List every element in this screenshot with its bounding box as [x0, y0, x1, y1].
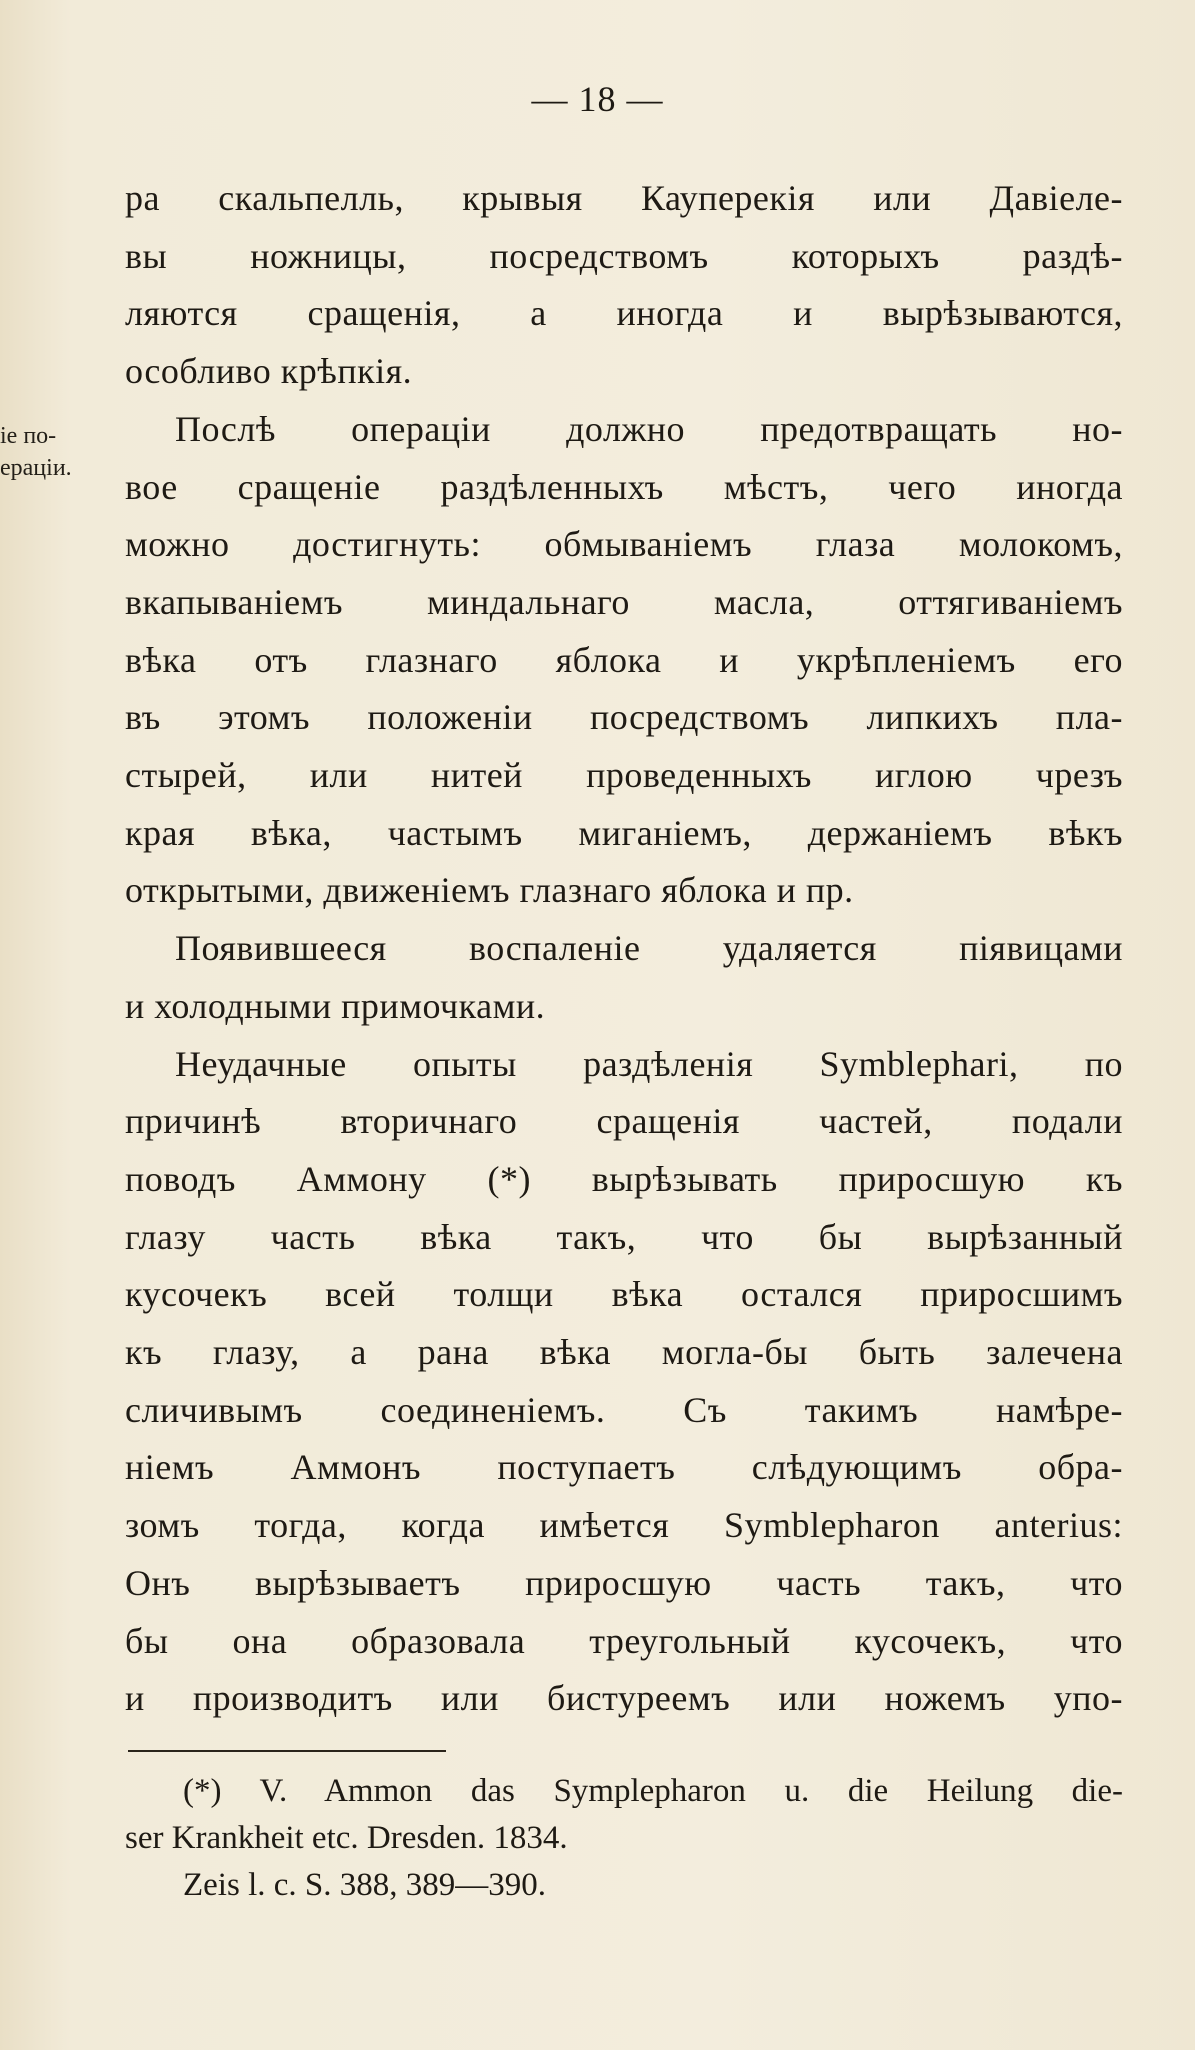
text-line: сличивымъ соединеніемъ. Съ такимъ намѣре-: [125, 1389, 1123, 1430]
text-line: ра скальпелль, крывыя Кауперекія или Давіеле-: [125, 178, 1123, 218]
margin-note-line: ераціи.: [0, 455, 72, 481]
footnote-divider: [128, 1750, 446, 1752]
text-line: Послѣ операціи должно предотвращать но-: [175, 408, 1123, 449]
text-line: вое сращеніе раздѣленныхъ мѣстъ, чего иногда: [125, 466, 1123, 507]
body-text: [125, 170, 1123, 1728]
text-line: края вѣка, частымъ миганіемъ, держаніемъ вѣкъ: [125, 812, 1123, 853]
footnotes: [125, 1768, 1123, 1909]
page-number: — 18 —: [531, 79, 664, 119]
margin-note-line: ie по-: [0, 423, 57, 449]
text-line: Неудачные опыты раздѣленія Symblephari, по: [175, 1043, 1123, 1084]
text-line: въ этомъ положеніи посредствомъ липкихъ пла-: [125, 697, 1123, 738]
text-line: ляются сращенія, а иногда и вырѣзываются,: [125, 293, 1123, 334]
text-line: кусочекъ всей толщи вѣка остался приросшимъ: [125, 1274, 1123, 1315]
footnote-line: ser Krankheit etc. Dresden. 1834.: [125, 1820, 568, 1856]
text-line: можно достигнуть: обмываніемъ глаза молокомъ,: [125, 524, 1123, 565]
margin-note: [0, 420, 120, 484]
text-line: и холодными примочками.: [125, 985, 546, 1026]
text-line: Онъ вырѣзываетъ приросшую часть такъ, что: [125, 1562, 1123, 1603]
text-line: вы ножницы, посредствомъ которыхъ раздѣ-: [125, 235, 1123, 276]
text-line: ніемъ Аммонъ поступаетъ слѣдующимъ обра-: [125, 1447, 1123, 1488]
footnote-line: (*) V. Ammon das Symplepharon u. die Heilung die-: [183, 1773, 1123, 1809]
text-line: бы она образовала треугольный кусочекъ, что: [125, 1620, 1123, 1661]
text-line: зомъ тогда, когда имѣется Symblepharon anterius:: [125, 1505, 1123, 1546]
text-line: Появившееся воспаленіе удаляется піявицами: [175, 928, 1123, 969]
text-line: глазу часть вѣка такъ, что бы вырѣзанный: [125, 1216, 1123, 1257]
text-line: причинѣ вторичнаго сращенія частей, подали: [125, 1101, 1123, 1142]
text-line: вѣка отъ глазнаго яблока и укрѣпленіемъ его: [125, 639, 1123, 680]
footnote-line: Zeis l. c. S. 388, 389—390.: [183, 1867, 546, 1903]
text-line: къ глазу, а рана вѣка могла-бы быть залечена: [125, 1332, 1123, 1373]
text-line: открытыми, движеніемъ глазнаго яблока и пр.: [125, 870, 854, 911]
text-line: стырей, или нитей проведенныхъ иглою чрезъ: [125, 755, 1123, 796]
text-line: поводъ Аммону (*) вырѣзывать приросшую къ: [125, 1158, 1123, 1199]
text-line: вкапываніемъ миндальнаго масла, оттягиваніемъ: [125, 581, 1123, 622]
text-line: особливо крѣпкія.: [125, 351, 413, 392]
text-line: и производитъ или бистуреемъ или ножемъ упо-: [125, 1678, 1123, 1719]
